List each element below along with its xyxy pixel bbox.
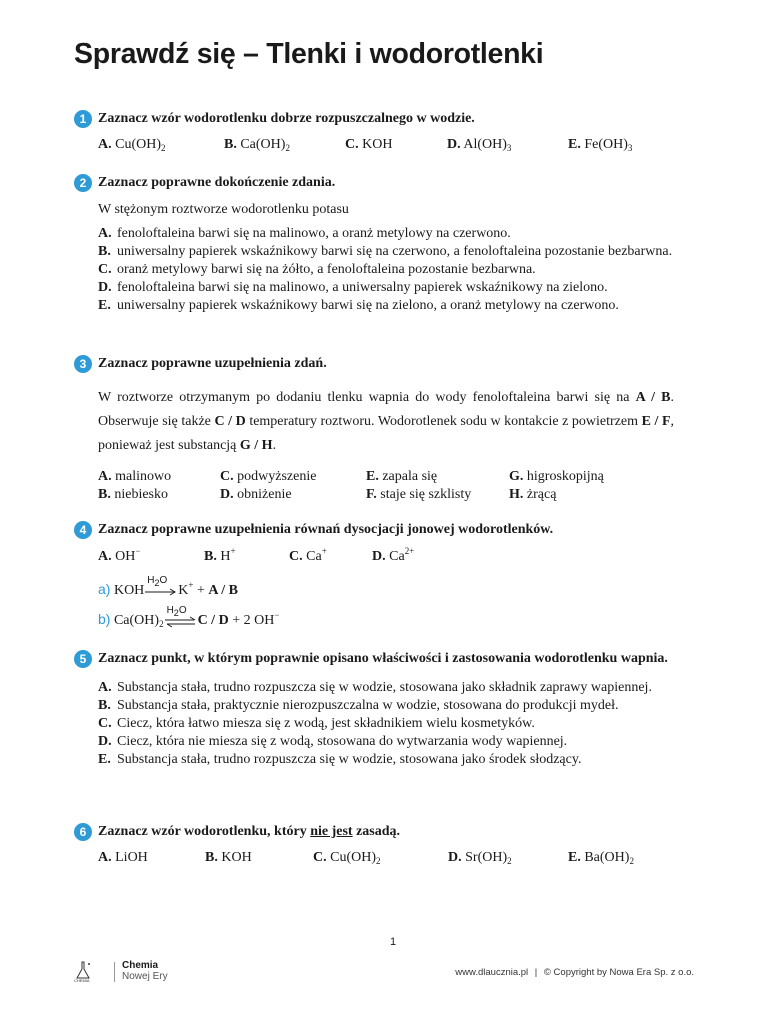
task-3: [74, 355, 674, 504]
option-e[interactable]: E. $Ba(OH)_2$: [568, 850, 634, 866]
choice-ab[interactable]: A / B: [208, 583, 238, 598]
choice-gh[interactable]: G / H: [239, 438, 273, 453]
task-4: [74, 521, 674, 634]
answer-c[interactable]: C. oranż metylowy barwi się na żółto, a fenoloftaleina pozostanie bezbarwna.: [98, 262, 536, 277]
equation-label: a): [98, 581, 111, 597]
answer-b[interactable]: B. uniwersalny papierek wskaźnikowy barwi się na czerwono, a fenoloftaleina pozostanie bezbarwna.: [98, 244, 673, 259]
option-d[interactable]: D. $Sr(OH)_2$: [448, 850, 512, 866]
option-a[interactable]: A. OH−: [98, 546, 141, 564]
option-b[interactable]: B. H+: [204, 546, 236, 564]
options-row: [74, 548, 674, 568]
equation-label: b): [98, 611, 111, 627]
option-h[interactable]: H. żrącą: [509, 487, 557, 502]
task-number-badge: 4: [74, 521, 92, 539]
option-b[interactable]: B. $Ca(OH)_2$: [224, 137, 290, 153]
option-d[interactable]: D. $Al(OH)_3$: [447, 137, 512, 153]
answer-c[interactable]: C. Ciecz, która łatwo miesza się z wodą, jest składnikiem wielu kosmetyków.: [98, 716, 535, 731]
options-row-1: [74, 468, 674, 486]
task-prompt: Zaznacz wzór wodorotlenku dobrze rozpuszczalnego w wodzie.: [98, 111, 475, 126]
answer-a[interactable]: A. fenoloftaleina barwi się na malinowo, a oranż metylowy na czerwono.: [98, 226, 511, 241]
answer-d[interactable]: D. fenoloftaleina barwi się na malinowo, a uniwersalny papierek wskaźnikowy na zielono.: [98, 280, 608, 295]
answer-d[interactable]: D. Ciecz, która nie miesza się z wodą, stosowana do wytwarzania wody wapiennej.: [98, 734, 568, 749]
option-d[interactable]: D. $Ca^{2+}$: [372, 546, 415, 564]
task-number-badge: 5: [74, 650, 92, 668]
option-a[interactable]: A. malinowo: [98, 469, 172, 484]
task-number-badge: 3: [74, 355, 92, 373]
choice-ab[interactable]: A / B: [635, 390, 671, 405]
website-link[interactable]: www.dlaucznia.pl: [455, 967, 529, 978]
task-number-badge: 6: [74, 823, 92, 841]
task-5: [74, 650, 674, 769]
answer-b[interactable]: B. Substancja stała, praktycznie nierozpuszczalna w wodzie, stosowana do produkcji mydeł.: [98, 698, 619, 713]
footer-copyright: www.dlaucznia.pl | © Copyright by Nowa Era Sp. z o.o.: [455, 967, 694, 978]
options-row: [74, 136, 674, 156]
copyright-text: © Copyright by Nowa Era Sp. z o.o.: [543, 967, 694, 978]
option-b[interactable]: B. niebiesko: [98, 487, 168, 502]
task-number-badge: 1: [74, 110, 92, 128]
task-number-badge: 2: [74, 174, 92, 192]
equation-a: a) KOH $H_2O$ K+ + A / B: [98, 574, 238, 598]
option-e[interactable]: E. zapala się: [366, 469, 438, 484]
option-c[interactable]: C. podwyższenie: [220, 469, 317, 484]
answer-list: [74, 225, 674, 315]
task-prompt: Zaznacz poprawne dokończenie zdania.: [98, 175, 336, 190]
task-prompt: Zaznacz wzór wodorotlenku, który nie jest zasadą.: [98, 824, 401, 839]
option-g[interactable]: G. higroskopijną: [509, 469, 604, 484]
fill-in-text: W roztworze otrzymanym po dodaniu tlenku wapnia do wody fenoloftaleina barwi się na A / B. Obserwuje się także C / D temperatury roztworu. Wodorotlenek sodu w kontakcie z powietrzem E / F, ponieważ jest substancją G / H.: [98, 390, 675, 453]
brand-name-line2: Nowej Ery: [122, 971, 168, 982]
answer-e[interactable]: E. uniwersalny papierek wskaźnikowy barwi się na zielono, a oranż metylowy na czerwono.: [98, 298, 619, 313]
choice-ef[interactable]: E / F: [641, 414, 671, 429]
task-prompt: Zaznacz poprawne uzupełnienia równań dysocjacji jonowej wodorotlenków.: [98, 522, 554, 537]
logo-caption: CHEMIA: [74, 978, 90, 983]
option-a[interactable]: A. $Cu(OH)_2$: [98, 137, 166, 153]
task-prompt: Zaznacz poprawne uzupełnienia zdań.: [98, 356, 327, 371]
page-title: Sprawdź się – Tlenki i wodorotlenki: [74, 38, 544, 70]
option-c[interactable]: C. Ca+: [289, 546, 327, 564]
choice-cd[interactable]: C / D: [197, 613, 229, 628]
logo-divider: [114, 962, 115, 982]
answer-e[interactable]: E. Substancja stała, trudno rozpuszcza się w wodzie, stosowana jako środek słodzący.: [98, 752, 582, 767]
brand-name-line1: Chemia: [122, 960, 159, 971]
answer-list: [74, 679, 674, 769]
option-f[interactable]: F. staje się szklisty: [366, 487, 472, 502]
equilibrium-arrow-icon: $H_2O$: [164, 614, 198, 628]
option-a[interactable]: A. LiOH: [98, 850, 148, 865]
options-row-2: [74, 486, 674, 504]
option-c[interactable]: C. KOH: [345, 137, 393, 152]
choice-cd[interactable]: C / D: [214, 414, 246, 429]
reaction-arrow-icon: $H_2O$: [144, 584, 178, 598]
option-c[interactable]: C. $Cu(OH)_2$: [313, 850, 381, 866]
task-prompt: Zaznacz punkt, w którym poprawnie opisano właściwości i zastosowania wodorotlenku wapnia.: [98, 651, 668, 666]
options-row: [74, 849, 674, 869]
page-number: 1: [390, 936, 397, 948]
sentence-stem: W stężonym roztworze wodorotlenku potasu: [98, 202, 349, 217]
option-e[interactable]: E. $Fe(OH)_3$: [568, 137, 633, 153]
option-b[interactable]: B. KOH: [205, 850, 252, 865]
option-d[interactable]: D. obniżenie: [220, 487, 292, 502]
answer-a[interactable]: A. Substancja stała, trudno rozpuszcza się w wodzie, stosowana jako składnik zaprawy wapiennej.: [98, 680, 652, 695]
task-1: [74, 110, 674, 156]
task-2: [74, 174, 674, 315]
task-6: [74, 823, 674, 869]
equation-b: b) $Ca(OH)_2$ $H_2O$ C / D + 2 OH−: [98, 604, 280, 629]
publisher-logo: [74, 960, 194, 984]
